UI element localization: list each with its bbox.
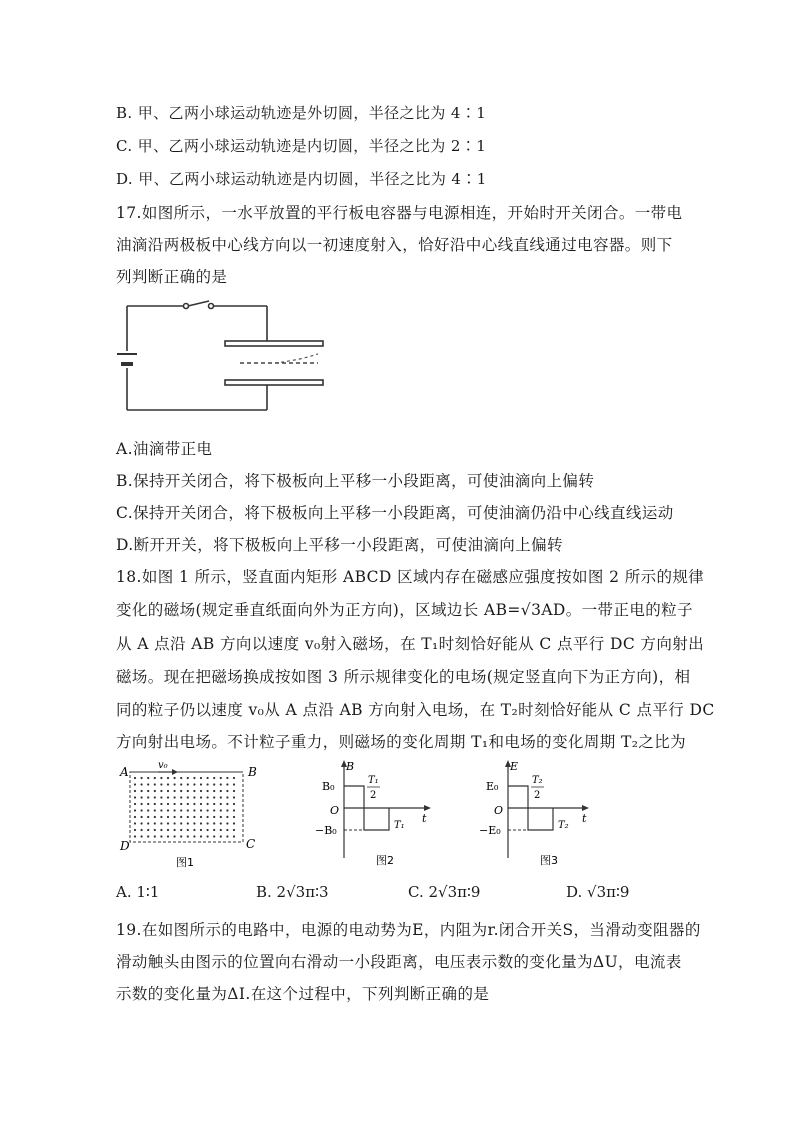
field-dot [207, 822, 209, 824]
field-dot [207, 835, 209, 837]
field-dot [193, 803, 195, 805]
field-dot [213, 796, 215, 798]
field-dot [193, 796, 195, 798]
label-c: C [246, 837, 256, 851]
field-dot [167, 822, 169, 824]
svg-text:图3: 图3 [540, 854, 558, 867]
field-dot [213, 809, 215, 811]
field-dot [154, 777, 156, 779]
field-dot [226, 803, 228, 805]
field-dot [220, 822, 222, 824]
field-dot [160, 777, 162, 779]
field-dot [220, 783, 222, 785]
field-dot [180, 816, 182, 818]
field-dot [187, 835, 189, 837]
q17-option-a: A.油滴带正电 [116, 440, 213, 458]
field-dot [220, 796, 222, 798]
figure-1-magnetic-region [118, 760, 268, 872]
field-dot [134, 829, 136, 831]
field-dot [174, 777, 176, 779]
field-dot [200, 777, 202, 779]
field-dot [207, 809, 209, 811]
q18-stem-line-6: 方向射出电场。不计粒子重力，则磁场的变化周期 T₁和电场的变化周期 T₂之比为 [116, 733, 687, 751]
q17-stem-line-2: 油滴沿两极板中心线方向以一初速度射入，恰好沿中心线直线通过电容器。则下 [116, 236, 673, 254]
field-dot [233, 822, 235, 824]
field-dot [141, 783, 143, 785]
field-dot [187, 816, 189, 818]
field-dot [147, 809, 149, 811]
field-dot [134, 816, 136, 818]
field-dot [226, 816, 228, 818]
field-dot [213, 783, 215, 785]
q17-option-b: B.保持开关闭合，将下极板向上平移一小段距离，可使油滴向上偏转 [116, 472, 595, 490]
field-dot [154, 803, 156, 805]
field-dot [160, 835, 162, 837]
field-dot [167, 816, 169, 818]
field-dot [226, 777, 228, 779]
q18-answer-a: A. 1∶1 [116, 883, 160, 901]
field-dot [167, 809, 169, 811]
field-dot [167, 829, 169, 831]
field-dot [160, 816, 162, 818]
field-dot [160, 783, 162, 785]
field-dot [193, 816, 195, 818]
label-v0: v₀ [158, 760, 168, 771]
field-dot [233, 803, 235, 805]
field-dot [154, 796, 156, 798]
field-dot [141, 796, 143, 798]
svg-text:t: t [422, 812, 427, 825]
field-dot [213, 803, 215, 805]
field-dot [134, 822, 136, 824]
field-dot [154, 790, 156, 792]
svg-text:2: 2 [370, 790, 377, 801]
q18-answer-d: D. √3π∶9 [566, 883, 630, 901]
field-dot [187, 829, 189, 831]
field-dot [207, 803, 209, 805]
q19-stem-line-1: 19.在如图所示的电路中，电源的电动势为E，内阻为r.闭合开关S，当滑动变阻器的 [116, 921, 701, 939]
field-dot [147, 796, 149, 798]
q17-stem-line-1: 17.如图所示，一水平放置的平行板电容器与电源相连，开始时开关闭合。一带电 [116, 204, 683, 222]
svg-text:图2: 图2 [376, 854, 394, 867]
svg-text:T₂: T₂ [532, 775, 543, 786]
field-dot [207, 816, 209, 818]
svg-text:T₂: T₂ [558, 820, 569, 831]
field-dot [154, 816, 156, 818]
field-dot [174, 796, 176, 798]
field-dot [174, 816, 176, 818]
field-dot [141, 829, 143, 831]
field-dot [233, 829, 235, 831]
field-dot [147, 783, 149, 785]
field-dot [160, 829, 162, 831]
field-dot [174, 790, 176, 792]
field-dot [193, 783, 195, 785]
field-dot [147, 835, 149, 837]
field-dot [233, 816, 235, 818]
svg-text:O: O [330, 804, 340, 817]
field-dot [187, 803, 189, 805]
svg-text:2: 2 [534, 790, 541, 801]
label-d: D [120, 839, 130, 853]
q18-stem-line-3: 从 A 点沿 AB 方向以速度 v₀射入磁场，在 T₁时刻恰好能从 C 点平行 DC 方向射出 [116, 635, 705, 653]
field-dot [141, 790, 143, 792]
field-dot [180, 777, 182, 779]
field-dot [233, 809, 235, 811]
field-dot [226, 829, 228, 831]
option-b-q16: B. 甲、乙两小球运动轨迹是外切圆，半径之比为 4∶1 [116, 104, 487, 122]
field-dot [193, 790, 195, 792]
capacitor-circuit-figure [115, 296, 330, 418]
field-dot [187, 809, 189, 811]
field-dot [147, 790, 149, 792]
svg-text:B: B [346, 760, 355, 773]
field-dot [213, 816, 215, 818]
field-dot [180, 809, 182, 811]
q17-option-d: D.断开开关，将下极板向上平移一小段距离，可使油滴向上偏转 [116, 536, 563, 554]
field-dot [226, 783, 228, 785]
q18-answer-b: B. 2√3π∶3 [256, 883, 329, 901]
field-dot [167, 777, 169, 779]
field-dot [141, 816, 143, 818]
field-dot [141, 777, 143, 779]
field-dot [187, 783, 189, 785]
field-dot [180, 790, 182, 792]
field-dot [193, 835, 195, 837]
svg-text:−B₀: −B₀ [315, 824, 337, 837]
q19-stem-line-2: 滑动触头由图示的位置向右滑动一小段距离，电压表示数的变化量为ΔU，电流表 [116, 953, 682, 971]
field-dot [160, 809, 162, 811]
field-dot [220, 777, 222, 779]
field-dot [180, 829, 182, 831]
field-dot [213, 835, 215, 837]
field-dot [180, 796, 182, 798]
field-dot [160, 790, 162, 792]
field-dot [134, 809, 136, 811]
field-dot [220, 790, 222, 792]
svg-text:O: O [494, 804, 504, 817]
field-dot [187, 790, 189, 792]
field-dot [233, 783, 235, 785]
field-dot [213, 822, 215, 824]
q19-stem-line-3: 示数的变化量为ΔI.在这个过程中，下列判断正确的是 [116, 985, 490, 1003]
field-dot [180, 783, 182, 785]
field-dot [193, 829, 195, 831]
svg-text:T₁: T₁ [394, 820, 405, 831]
field-dot [154, 809, 156, 811]
field-dot [213, 829, 215, 831]
field-dot [147, 777, 149, 779]
field-dot [233, 835, 235, 837]
field-dot [134, 783, 136, 785]
field-dot [167, 790, 169, 792]
field-dot [193, 777, 195, 779]
option-d-q16: D. 甲、乙两小球运动轨迹是内切圆，半径之比为 4∶1 [116, 170, 487, 188]
field-dot [226, 809, 228, 811]
field-dot [226, 835, 228, 837]
field-dot [167, 796, 169, 798]
field-dot [207, 829, 209, 831]
field-dot [220, 809, 222, 811]
field-dot [200, 783, 202, 785]
field-dot [193, 809, 195, 811]
field-dot [220, 829, 222, 831]
field-dot [160, 822, 162, 824]
field-dot [207, 777, 209, 779]
field-dot [174, 783, 176, 785]
svg-text:B₀: B₀ [322, 780, 335, 793]
field-dot [141, 809, 143, 811]
field-dot [213, 790, 215, 792]
field-dot [147, 816, 149, 818]
q18-stem-line-5: 同的粒子仍以速度 v₀从 A 点沿 AB 方向射入电场，在 T₂时刻恰好能从 C 点平行 DC [116, 701, 715, 719]
field-dot [134, 803, 136, 805]
field-dot [174, 822, 176, 824]
field-dot [213, 777, 215, 779]
field-dot [200, 790, 202, 792]
field-dot [167, 803, 169, 805]
field-dot [167, 783, 169, 785]
field-dot [200, 816, 202, 818]
svg-text:E₀: E₀ [486, 780, 499, 793]
q18-stem-line-1: 18.如图 1 所示，竖直面内矩形 ABCD 区域内存在磁感应强度按如图 2 所示的规律 [116, 568, 705, 586]
field-dot [134, 777, 136, 779]
field-dot [187, 777, 189, 779]
fig1-caption: 图1 [176, 856, 194, 869]
label-b: B [248, 765, 257, 779]
field-dot [174, 829, 176, 831]
field-dot [180, 822, 182, 824]
field-dot [141, 803, 143, 805]
field-dot [233, 790, 235, 792]
field-dot [207, 783, 209, 785]
field-dot [200, 835, 202, 837]
field-dot [160, 803, 162, 805]
field-dot [141, 822, 143, 824]
field-dot [174, 835, 176, 837]
field-dot [180, 803, 182, 805]
svg-text:E: E [510, 760, 519, 773]
field-dot [147, 822, 149, 824]
label-a: A [120, 765, 129, 779]
figure-2-b-t-graph [314, 758, 434, 870]
figure-3-e-t-graph [478, 758, 598, 870]
field-dot [147, 803, 149, 805]
field-dot [187, 796, 189, 798]
field-dot [226, 822, 228, 824]
field-dot [134, 796, 136, 798]
region-abcd [130, 772, 243, 842]
field-dot [187, 822, 189, 824]
field-dot [174, 803, 176, 805]
field-dot [160, 796, 162, 798]
field-dot [200, 796, 202, 798]
field-dot [134, 790, 136, 792]
field-dot [207, 790, 209, 792]
q17-option-c: C.保持开关闭合，将下极板向上平移一小段距离，可使油滴仍沿中心线直线运动 [116, 504, 674, 522]
q18-stem-line-4: 磁场。现在把磁场换成按如图 3 所示规律变化的电场(规定竖直向下为正方向)，相 [116, 668, 691, 686]
field-dot [141, 835, 143, 837]
field-dot [134, 835, 136, 837]
field-dot [220, 803, 222, 805]
q17-stem-line-3: 列判断正确的是 [116, 268, 228, 286]
field-dot [220, 835, 222, 837]
field-dot [154, 822, 156, 824]
svg-text:T₁: T₁ [368, 775, 379, 786]
field-dot [147, 829, 149, 831]
field-dot [226, 796, 228, 798]
field-dot [200, 829, 202, 831]
q18-stem-line-2: 变化的磁场(规定垂直纸面向外为正方向)，区域边长 AB=√3AD。一带正电的粒子 [116, 601, 693, 619]
field-dot [154, 783, 156, 785]
field-dot [200, 809, 202, 811]
field-dot [154, 835, 156, 837]
field-dot [154, 829, 156, 831]
field-dot [174, 809, 176, 811]
field-dot [193, 822, 195, 824]
field-dot [220, 816, 222, 818]
field-dot [200, 822, 202, 824]
q18-answer-c: C. 2√3π∶9 [408, 883, 481, 901]
field-dot [233, 777, 235, 779]
svg-text:−E₀: −E₀ [479, 824, 501, 837]
option-c-q16: C. 甲、乙两小球运动轨迹是内切圆，半径之比为 2∶1 [116, 137, 487, 155]
field-dot [226, 790, 228, 792]
field-dot [233, 796, 235, 798]
field-dot [207, 796, 209, 798]
field-dot [167, 835, 169, 837]
svg-text:t: t [582, 812, 587, 825]
field-dot [200, 803, 202, 805]
field-dot [180, 835, 182, 837]
